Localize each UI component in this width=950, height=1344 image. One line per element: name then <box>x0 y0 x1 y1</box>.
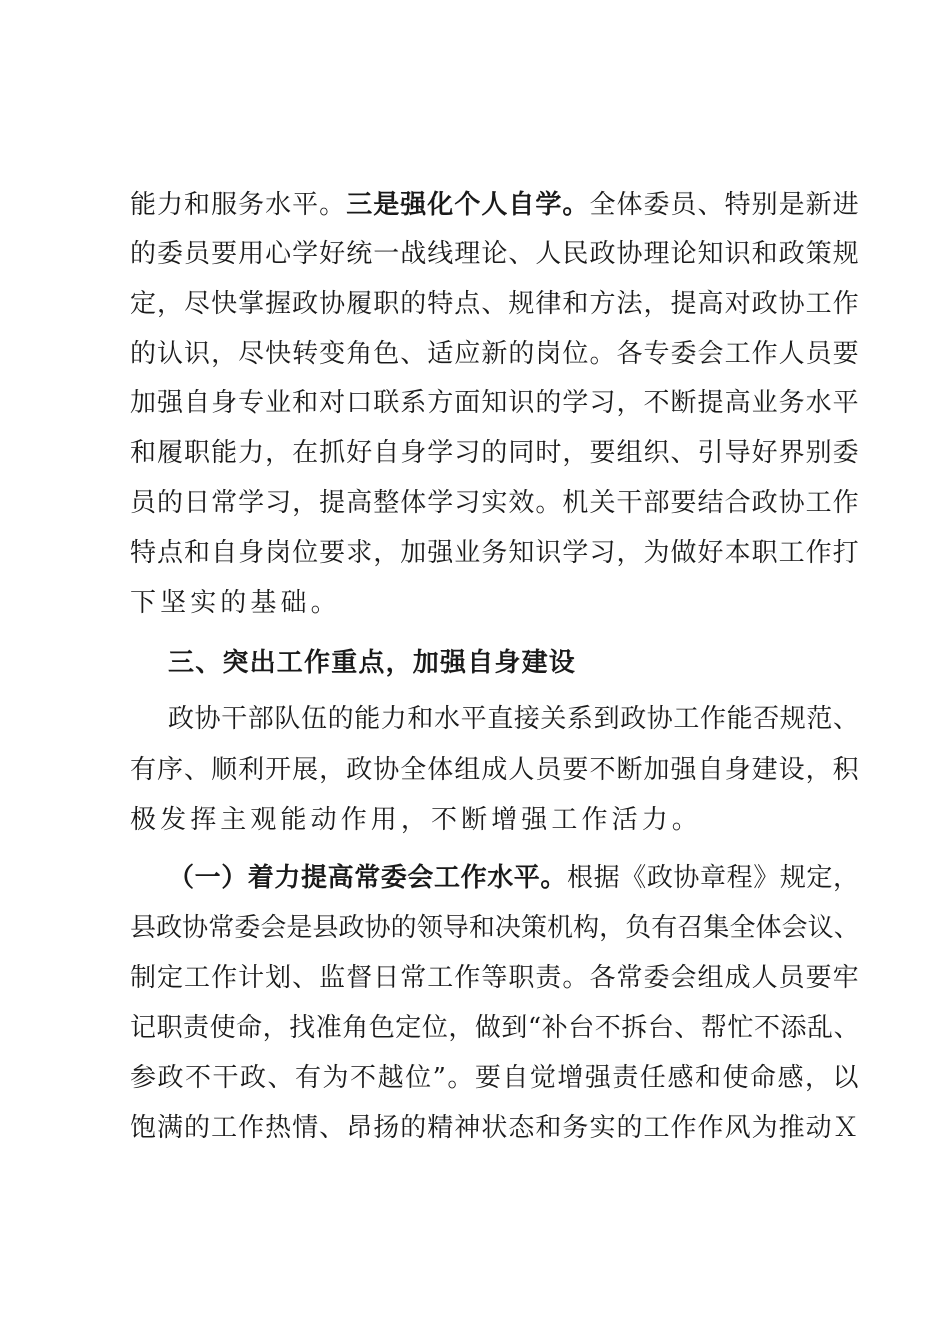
paragraph1-line4: 的认识，尽快转变角色、适应新的岗位。各专委会工作人员要 <box>130 339 860 369</box>
paragraph1-line8: 特点和自身岗位要求，加强业务知识学习，为做好本职工作打 <box>130 538 860 568</box>
paragraph3-line1 <box>168 853 860 903</box>
paragraph3-line5: 参政不干政、有为不越位”。要自觉增强责任感和使命感，以 <box>130 1063 860 1093</box>
paragraph2-line1: 政协干部队伍的能力和水平直接关系到政协工作能否规范、 <box>168 704 860 734</box>
paragraph1-line5: 加强自身专业和对口联系方面知识的学习，不断提高业务水平 <box>130 388 860 418</box>
paragraph1-line9: 下坚实的基础。 <box>130 588 341 618</box>
paragraph1-line1-start: 能力和服务水平。 <box>130 190 347 220</box>
paragraph3-line3: 制定工作计划、监督日常工作等职责。各常委会组成人员要牢 <box>130 963 860 993</box>
paragraph3-line2: 县政协常委会是县政协的领导和决策机构，负有召集全体会议、 <box>130 913 860 943</box>
paragraph1-line3: 定，尽快掌握政协履职的特点、规律和方法，提高对政协工作 <box>130 289 860 319</box>
paragraph1-line6: 和履职能力，在抓好自身学习的同时，要组织、引导好界别委 <box>130 438 860 468</box>
paragraph3-line6: 饱满的工作热情、昂扬的精神状态和务实的工作作风为推动Ｘ <box>130 1113 860 1143</box>
paragraph1-bold-phrase: 三是强化个人自学。 <box>346 190 590 220</box>
paragraph1-line7: 员的日常学习，提高整体学习实效。机关干部要结合政协工作 <box>130 488 860 518</box>
section-heading: 三、突出工作重点，加强自身建设 <box>168 648 577 678</box>
paragraph2-line2: 有序、顺利开展，政协全体组成人员要不断加强自身建设，积 <box>130 755 860 785</box>
paragraph3-bold-heading: （一）着力提高常委会工作水平。 <box>168 863 568 893</box>
paragraph1-line1 <box>130 180 860 230</box>
paragraph3-line4: 记职责使命，找准角色定位，做到“补台不拆台、帮忙不添乱、 <box>130 1013 861 1043</box>
paragraph2-line3: 极发挥主观能动作用，不断增强工作活力。 <box>130 805 702 835</box>
paragraph1-line1-end: 全体委员、特别是新进 <box>589 190 860 220</box>
paragraph1-line2: 的委员要用心学好统一战线理论、人民政协理论知识和政策规 <box>130 239 860 269</box>
paragraph3-line1-rest: 根据《政协章程》规定， <box>567 863 860 893</box>
